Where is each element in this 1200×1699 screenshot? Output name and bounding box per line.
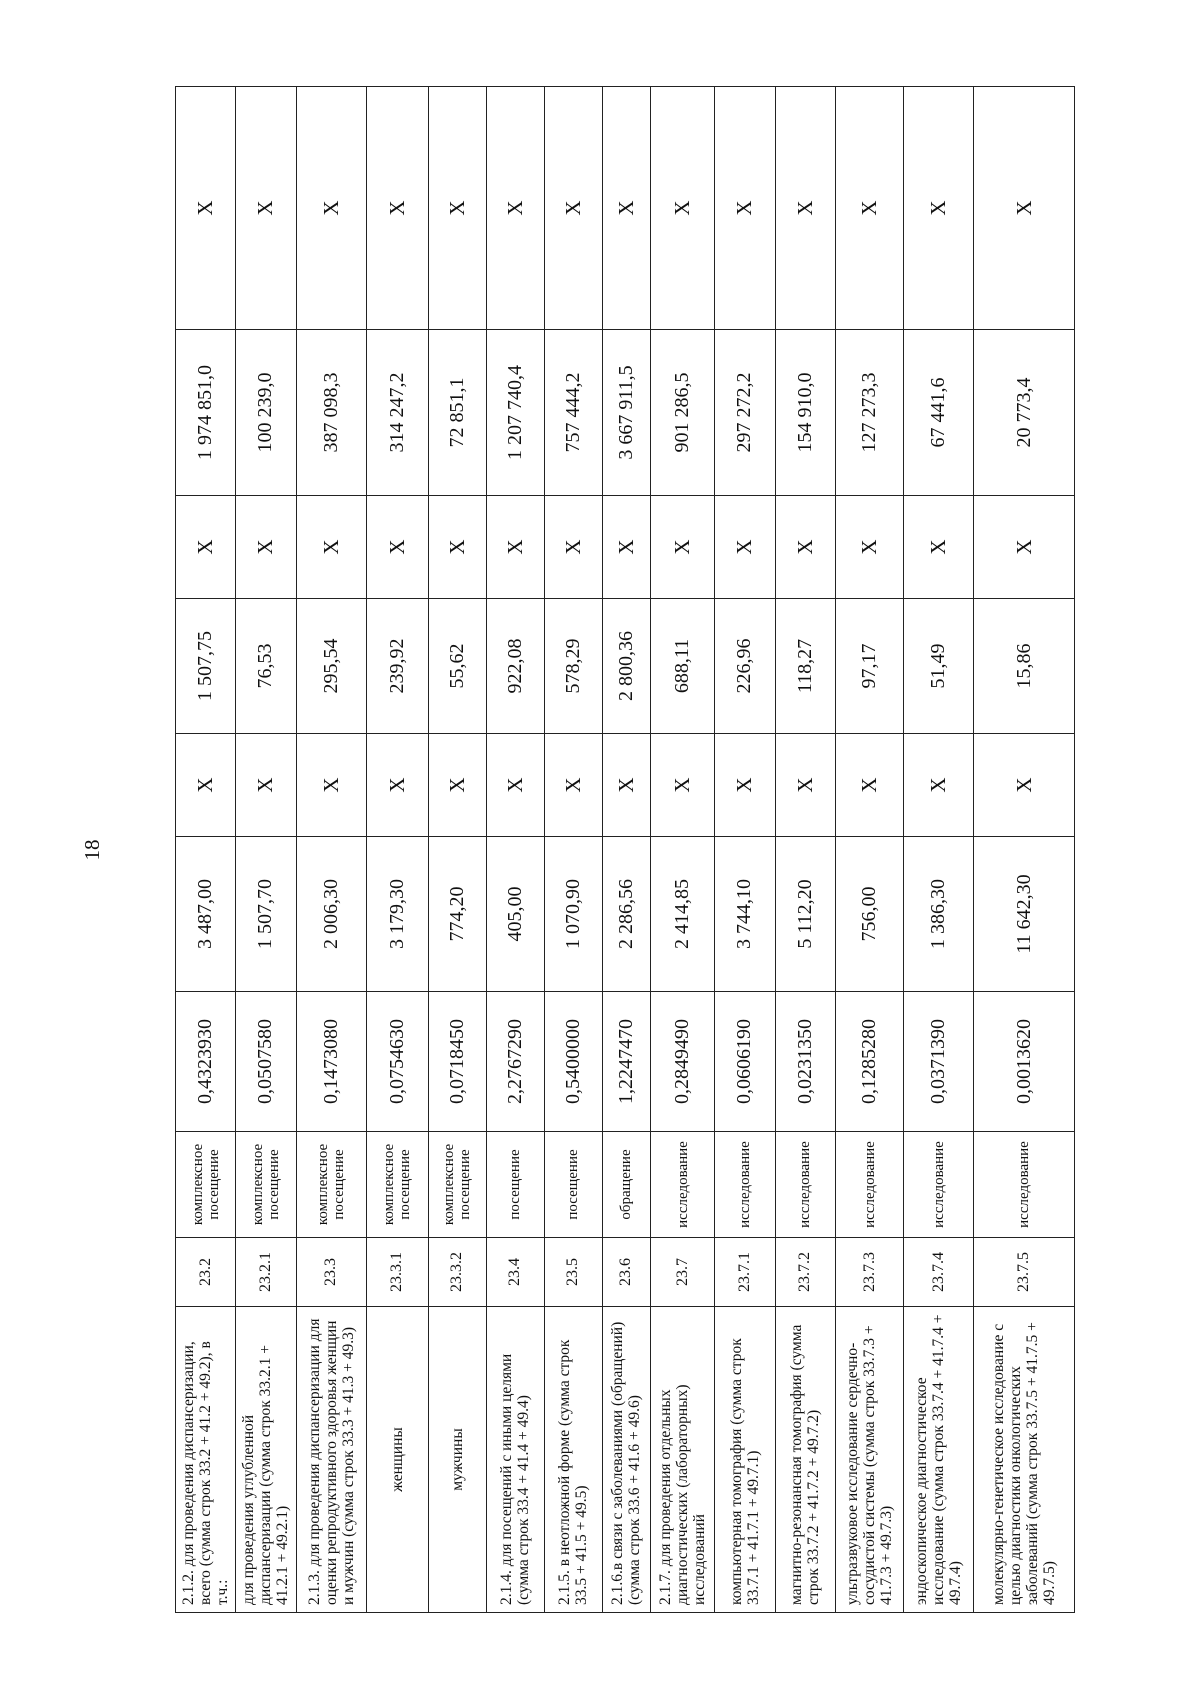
unit-cost: 3 744,10 [715,837,775,992]
table-row [367,87,428,1613]
x-mark: X [176,496,236,599]
per-capita-cost: 578,29 [544,599,602,734]
unit-cost: 1 507,70 [236,837,296,992]
row-code: 23.4 [486,1238,544,1307]
row-code: 23.5 [544,1238,602,1307]
total-cost: 1 207 740,4 [486,330,544,496]
total-cost: 387 098,3 [296,330,367,496]
unit-of-measure: комплексное посещение [296,1132,367,1238]
per-capita-cost: 295,54 [296,599,367,734]
unit-cost: 2 414,85 [650,837,714,992]
unit-of-measure: комплексное посещение [367,1132,428,1238]
table-row [603,87,651,1613]
rotated-table-container [175,87,1075,1613]
row-name: молекулярно-генетическое исследование с целью диагностики онкологических заболеваний (сумма строк 33.7.5 + 41.7.5 + 49.7.5) [974,1307,1075,1613]
per-capita-cost: 76,53 [236,599,296,734]
x-mark: X [715,734,775,837]
volume-norm: 0,4323930 [176,992,236,1132]
unit-cost: 2 286,56 [603,837,651,992]
x-mark: X [974,87,1075,330]
unit-of-measure: исследование [974,1132,1075,1238]
per-capita-cost: 2 800,36 [603,599,651,734]
x-mark: X [775,496,835,599]
total-cost: 1 974 851,0 [176,330,236,496]
table-row [296,87,367,1613]
total-cost: 757 444,2 [544,330,602,496]
unit-of-measure: исследование [904,1132,974,1238]
x-mark: X [486,734,544,837]
total-cost: 3 667 911,5 [603,330,651,496]
volume-norm: 0,1473080 [296,992,367,1132]
x-mark: X [367,734,428,837]
x-mark: X [650,734,714,837]
x-mark: X [544,734,602,837]
volume-norm: 0,5400000 [544,992,602,1132]
x-mark: X [603,734,651,837]
volume-norm: 0,2849490 [650,992,714,1132]
row-code: 23.7.3 [835,1238,904,1307]
total-cost: 901 286,5 [650,330,714,496]
table-row [544,87,602,1613]
table-row [650,87,714,1613]
row-code: 23.2.1 [236,1238,296,1307]
x-mark: X [296,87,367,330]
row-name: 2.1.2. для проведения диспансеризации, всего (сумма строк 33.2 + 41.2 + 49.2), в т.ч.: [176,1307,236,1613]
volume-norm: 0,0606190 [715,992,775,1132]
row-name: 2.1.3. для проведения диспансеризации для оценки репродуктивного здоровья женщин и мужчин (сумма строк 33.3 + 41.3 + 49.3) [296,1307,367,1613]
table-row [176,87,236,1613]
unit-cost: 3 179,30 [367,837,428,992]
unit-of-measure: исследование [715,1132,775,1238]
x-mark: X [428,734,486,837]
row-code: 23.7.1 [715,1238,775,1307]
x-mark: X [974,734,1075,837]
table-row [486,87,544,1613]
volume-norm: 0,0231350 [775,992,835,1132]
table-body [176,87,1075,1613]
x-mark: X [775,734,835,837]
x-mark: X [603,87,651,330]
per-capita-cost: 55,62 [428,599,486,734]
x-mark: X [486,87,544,330]
unit-cost: 1 386,30 [904,837,974,992]
x-mark: X [650,496,714,599]
unit-cost: 1 070,90 [544,837,602,992]
unit-cost: 11 642,30 [974,837,1075,992]
row-name: компьютерная томография (сумма строк 33.7.1 + 41.7.1 + 49.7.1) [715,1307,775,1613]
row-name: магнитно-резонансная томография (сумма строк 33.7.2 + 41.7.2 + 49.7.2) [775,1307,835,1613]
row-name: женщины [367,1307,428,1613]
unit-cost: 756,00 [835,837,904,992]
row-name: 2.1.6.в связи с заболеваниями (обращений) (сумма строк 33.6 + 41.6 + 49.6) [603,1307,651,1613]
per-capita-cost: 688,11 [650,599,714,734]
total-cost: 100 239,0 [236,330,296,496]
unit-of-measure: посещение [544,1132,602,1238]
row-name: эндоскопическое диагностическое исследование (сумма строк 33.7.4 + 41.7.4 + 49.7.4) [904,1307,974,1613]
unit-of-measure: исследование [650,1132,714,1238]
per-capita-cost: 51,49 [904,599,974,734]
x-mark: X [775,87,835,330]
table-row [904,87,974,1613]
unit-cost: 3 487,00 [176,837,236,992]
unit-of-measure: посещение [486,1132,544,1238]
total-cost: 67 441,6 [904,330,974,496]
table-row [775,87,835,1613]
table-row [835,87,904,1613]
unit-of-measure: комплексное посещение [176,1132,236,1238]
x-mark: X [835,496,904,599]
table-row [974,87,1075,1613]
x-mark: X [904,496,974,599]
unit-cost: 405,00 [486,837,544,992]
unit-cost: 774,20 [428,837,486,992]
per-capita-cost: 922,08 [486,599,544,734]
x-mark: X [835,734,904,837]
row-code: 23.7 [650,1238,714,1307]
x-mark: X [486,496,544,599]
x-mark: X [236,734,296,837]
per-capita-cost: 239,92 [367,599,428,734]
per-capita-cost: 15,86 [974,599,1075,734]
unit-of-measure: комплексное посещение [236,1132,296,1238]
row-code: 23.3.1 [367,1238,428,1307]
row-name: мужчины [428,1307,486,1613]
per-capita-cost: 1 507,75 [176,599,236,734]
per-capita-cost: 118,27 [775,599,835,734]
x-mark: X [650,87,714,330]
unit-of-measure: исследование [775,1132,835,1238]
per-capita-cost: 97,17 [835,599,904,734]
table-row [236,87,296,1613]
table-row [428,87,486,1613]
row-name: ультразвуковое исследование сердечно-сосудистой системы (сумма строк 33.7.3 + 41.7.3 + 49.7.3) [835,1307,904,1613]
x-mark: X [296,496,367,599]
x-mark: X [176,87,236,330]
volume-norm: 0,0371390 [904,992,974,1132]
total-cost: 154 910,0 [775,330,835,496]
x-mark: X [367,496,428,599]
row-code: 23.7.2 [775,1238,835,1307]
total-cost: 314 247,2 [367,330,428,496]
row-name: 2.1.4. для посещений с иными целями (сумма строк 33.4 + 41.4 + 49.4) [486,1307,544,1613]
row-code: 23.3.2 [428,1238,486,1307]
x-mark: X [715,87,775,330]
row-name: для проведения углубленной диспансеризации (сумма строк 33.2.1 + 41.2.1 + 49.2.1) [236,1307,296,1613]
x-mark: X [428,496,486,599]
unit-cost: 2 006,30 [296,837,367,992]
volume-norm: 0,0013620 [974,992,1075,1132]
x-mark: X [367,87,428,330]
unit-of-measure: комплексное посещение [428,1132,486,1238]
x-mark: X [544,496,602,599]
row-code: 23.7.5 [974,1238,1075,1307]
data-table [175,86,1075,1613]
row-code: 23.7.4 [904,1238,974,1307]
x-mark: X [835,87,904,330]
row-code: 23.2 [176,1238,236,1307]
volume-norm: 0,0754630 [367,992,428,1132]
unit-of-measure: исследование [835,1132,904,1238]
x-mark: X [544,87,602,330]
volume-norm: 0,0507580 [236,992,296,1132]
volume-norm: 0,1285280 [835,992,904,1132]
total-cost: 127 273,3 [835,330,904,496]
x-mark: X [428,87,486,330]
total-cost: 72 851,1 [428,330,486,496]
page-number: 18 [80,839,104,861]
volume-norm: 0,0718450 [428,992,486,1132]
x-mark: X [296,734,367,837]
unit-cost: 5 112,20 [775,837,835,992]
x-mark: X [974,496,1075,599]
total-cost: 297 272,2 [715,330,775,496]
x-mark: X [603,496,651,599]
x-mark: X [904,87,974,330]
row-name: 2.1.5. в неотложной форме (сумма строк 33.5 + 41.5 + 49.5) [544,1307,602,1613]
x-mark: X [904,734,974,837]
x-mark: X [176,734,236,837]
volume-norm: 2,2767290 [486,992,544,1132]
table-row [715,87,775,1613]
volume-norm: 1,2247470 [603,992,651,1132]
x-mark: X [236,496,296,599]
x-mark: X [236,87,296,330]
per-capita-cost: 226,96 [715,599,775,734]
x-mark: X [715,496,775,599]
row-name: 2.1.7. для проведения отдельных диагностических (лабораторных) исследований [650,1307,714,1613]
unit-of-measure: обращение [603,1132,651,1238]
row-code: 23.6 [603,1238,651,1307]
row-code: 23.3 [296,1238,367,1307]
total-cost: 20 773,4 [974,330,1075,496]
